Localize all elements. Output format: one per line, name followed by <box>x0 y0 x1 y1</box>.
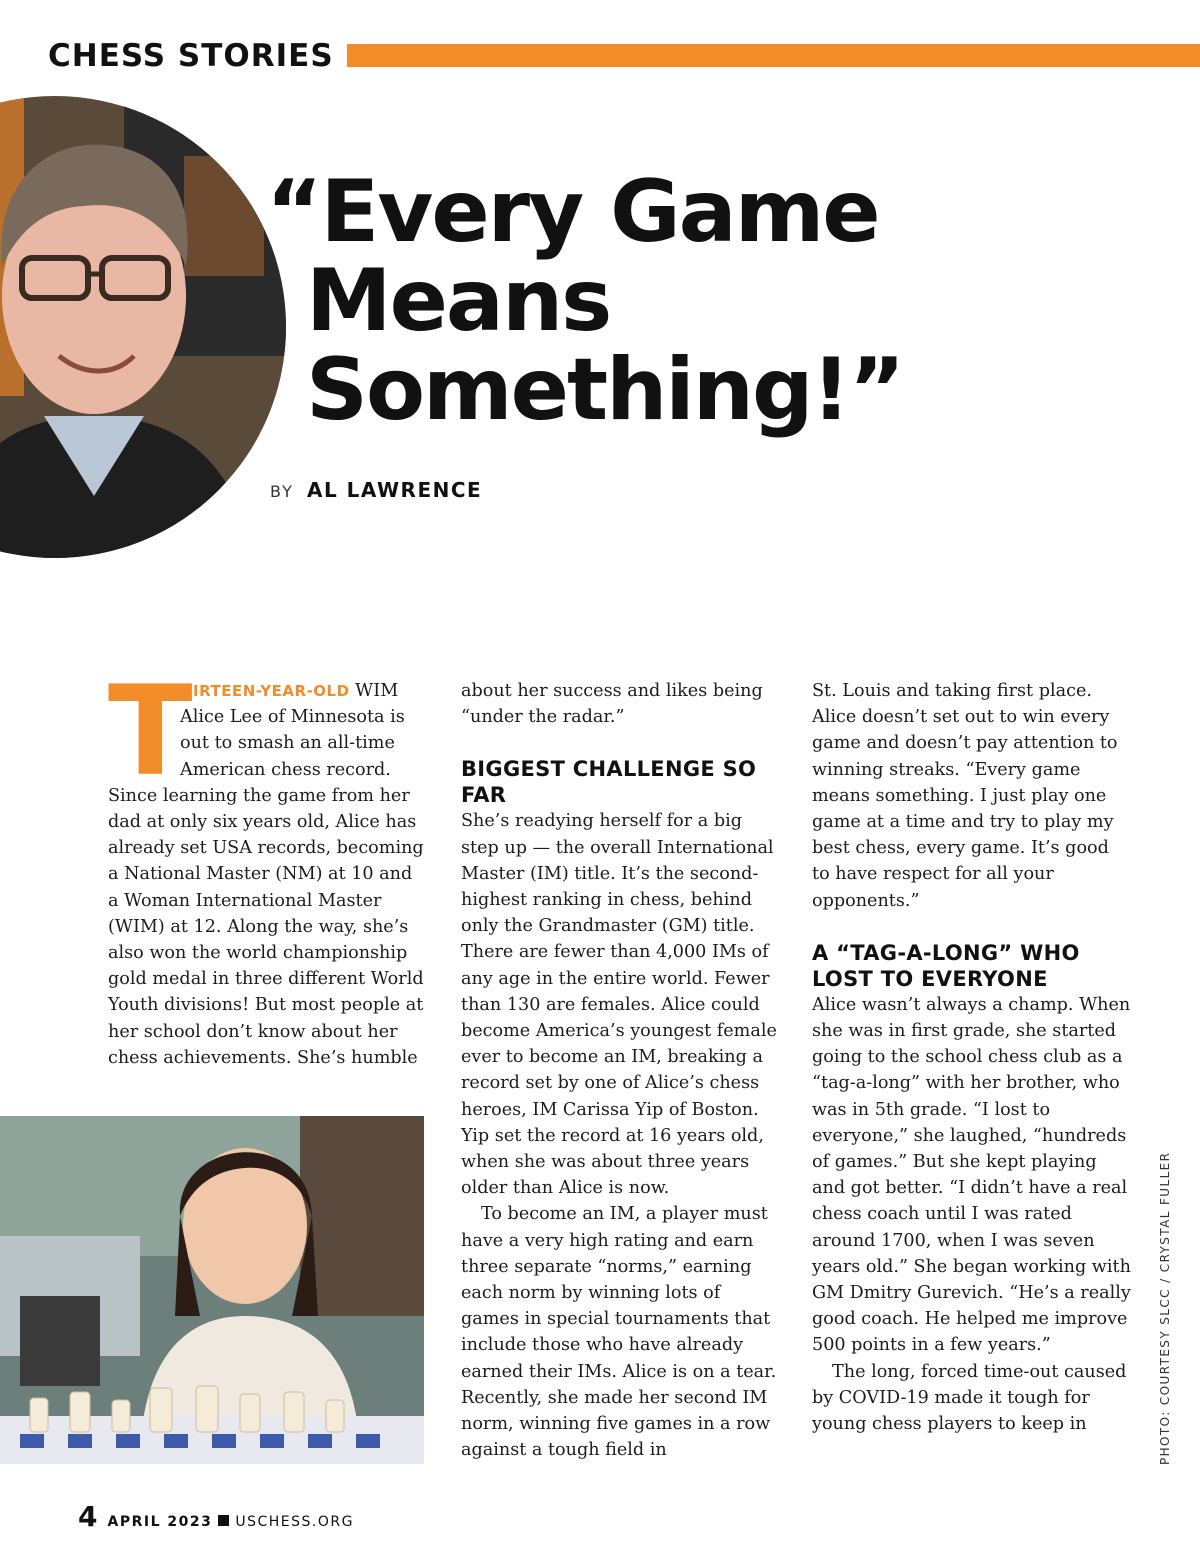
byline <box>270 478 482 502</box>
paragraph: St. Louis and taking first place. Alice doesn’t set out to win every game and doesn’t pay attention to winning streaks. “Every game means something. I just play one game at a time and try to play my best chess, every game. It’s good to have respect for all your opponents.” <box>812 681 1118 911</box>
paragraph: She’s readying herself for a big step up — the overall International Master (IM) title. It’s the second-highest ranking in chess, behind only the Grandmaster (GM) title. There are fewer than 4,000 IMs of any age in the entire world. Fewer than 130 are females. Alice could become America’s youngest female ever to become an IM, breaking a record set by one of Alice’s chess heroes, IM Carissa Yip of Boston. Yip set the record at 16 years old, when she was about three years older than Alice is now. <box>461 811 777 1199</box>
section-title: CHESS STORIES <box>48 38 334 74</box>
article-column-2 <box>461 678 779 1463</box>
byline-author: AL LAWRENCE <box>306 478 483 502</box>
paragraph: The long, forced time-out caused by COVID-19 made it tough for young chess players to keep in <box>812 1361 1127 1435</box>
author-portrait-photo <box>0 96 286 558</box>
page-number: 4 <box>78 1500 98 1533</box>
article-column-1 <box>108 660 428 1071</box>
article-column-3 <box>812 678 1132 1437</box>
byline-prefix: BY <box>270 482 294 501</box>
paragraph: To become an IM, a player must have a very high rating and earn three separate “norms,” earning each norm by winning lots of games in special tournaments that include those who have already earned their IMs. Alice is on a tear. Recently, she made her second IM norm, winning five games in a row against a tough field in <box>461 1204 777 1461</box>
headline-line-2: Means <box>306 251 611 351</box>
drop-cap: T <box>108 660 193 804</box>
lead-in-text: HIRTEEN-YEAR-OLD <box>180 682 350 700</box>
paragraph: Alice wasn’t always a champ. When she was in first grade, she started going to the school chess club as a “tag-a-long” with her brother, who was in 5th grade. “I lost to everyone,” she laughed, “hundreds of games.” But she kept playing and got better. “I didn’t have a real chess coach until I was rated around 1700, when I was seven years old.” She began working with GM Dmitry Gurevich. “He’s a really good coach. He helped me improve 500 points in a few years.” <box>812 994 1131 1356</box>
page-footer <box>78 1500 354 1533</box>
headline-line-1: “Every Game <box>266 162 879 262</box>
chess-player-photo <box>0 1116 424 1464</box>
separator-square <box>218 1515 229 1526</box>
subhead: A “TAG-A-LONG” WHO LOST TO EVERYONE <box>812 940 1080 991</box>
website-link[interactable]: USCHESS.ORG <box>235 1514 354 1530</box>
photo-credit: PHOTO: COURTESY SLCC / CRYSTAL FULLER <box>1158 1151 1172 1465</box>
article-headline <box>266 162 966 440</box>
paragraph: about her success and likes being “under the radar.” <box>461 681 763 728</box>
paragraph-text: WIM Alice Lee of Minnesota is out to smash an all-time American chess record. Since learning the game from her dad at only six years old, Alice has already set USA records, becoming a National Master (NM) at 10 and a Woman International Master (WIM) at 12. Along the way, she’s also won the world championship gold medal in three different World Youth divisions! But most people at her school don’t know about her chess achievements. She’s humble <box>108 681 424 1068</box>
issue-date: APRIL 2023 <box>107 1514 213 1530</box>
section-accent-bar <box>347 44 1200 67</box>
subhead: BIGGEST CHALLENGE SO FAR <box>461 757 757 808</box>
headline-line-3: Something!” <box>306 340 904 440</box>
